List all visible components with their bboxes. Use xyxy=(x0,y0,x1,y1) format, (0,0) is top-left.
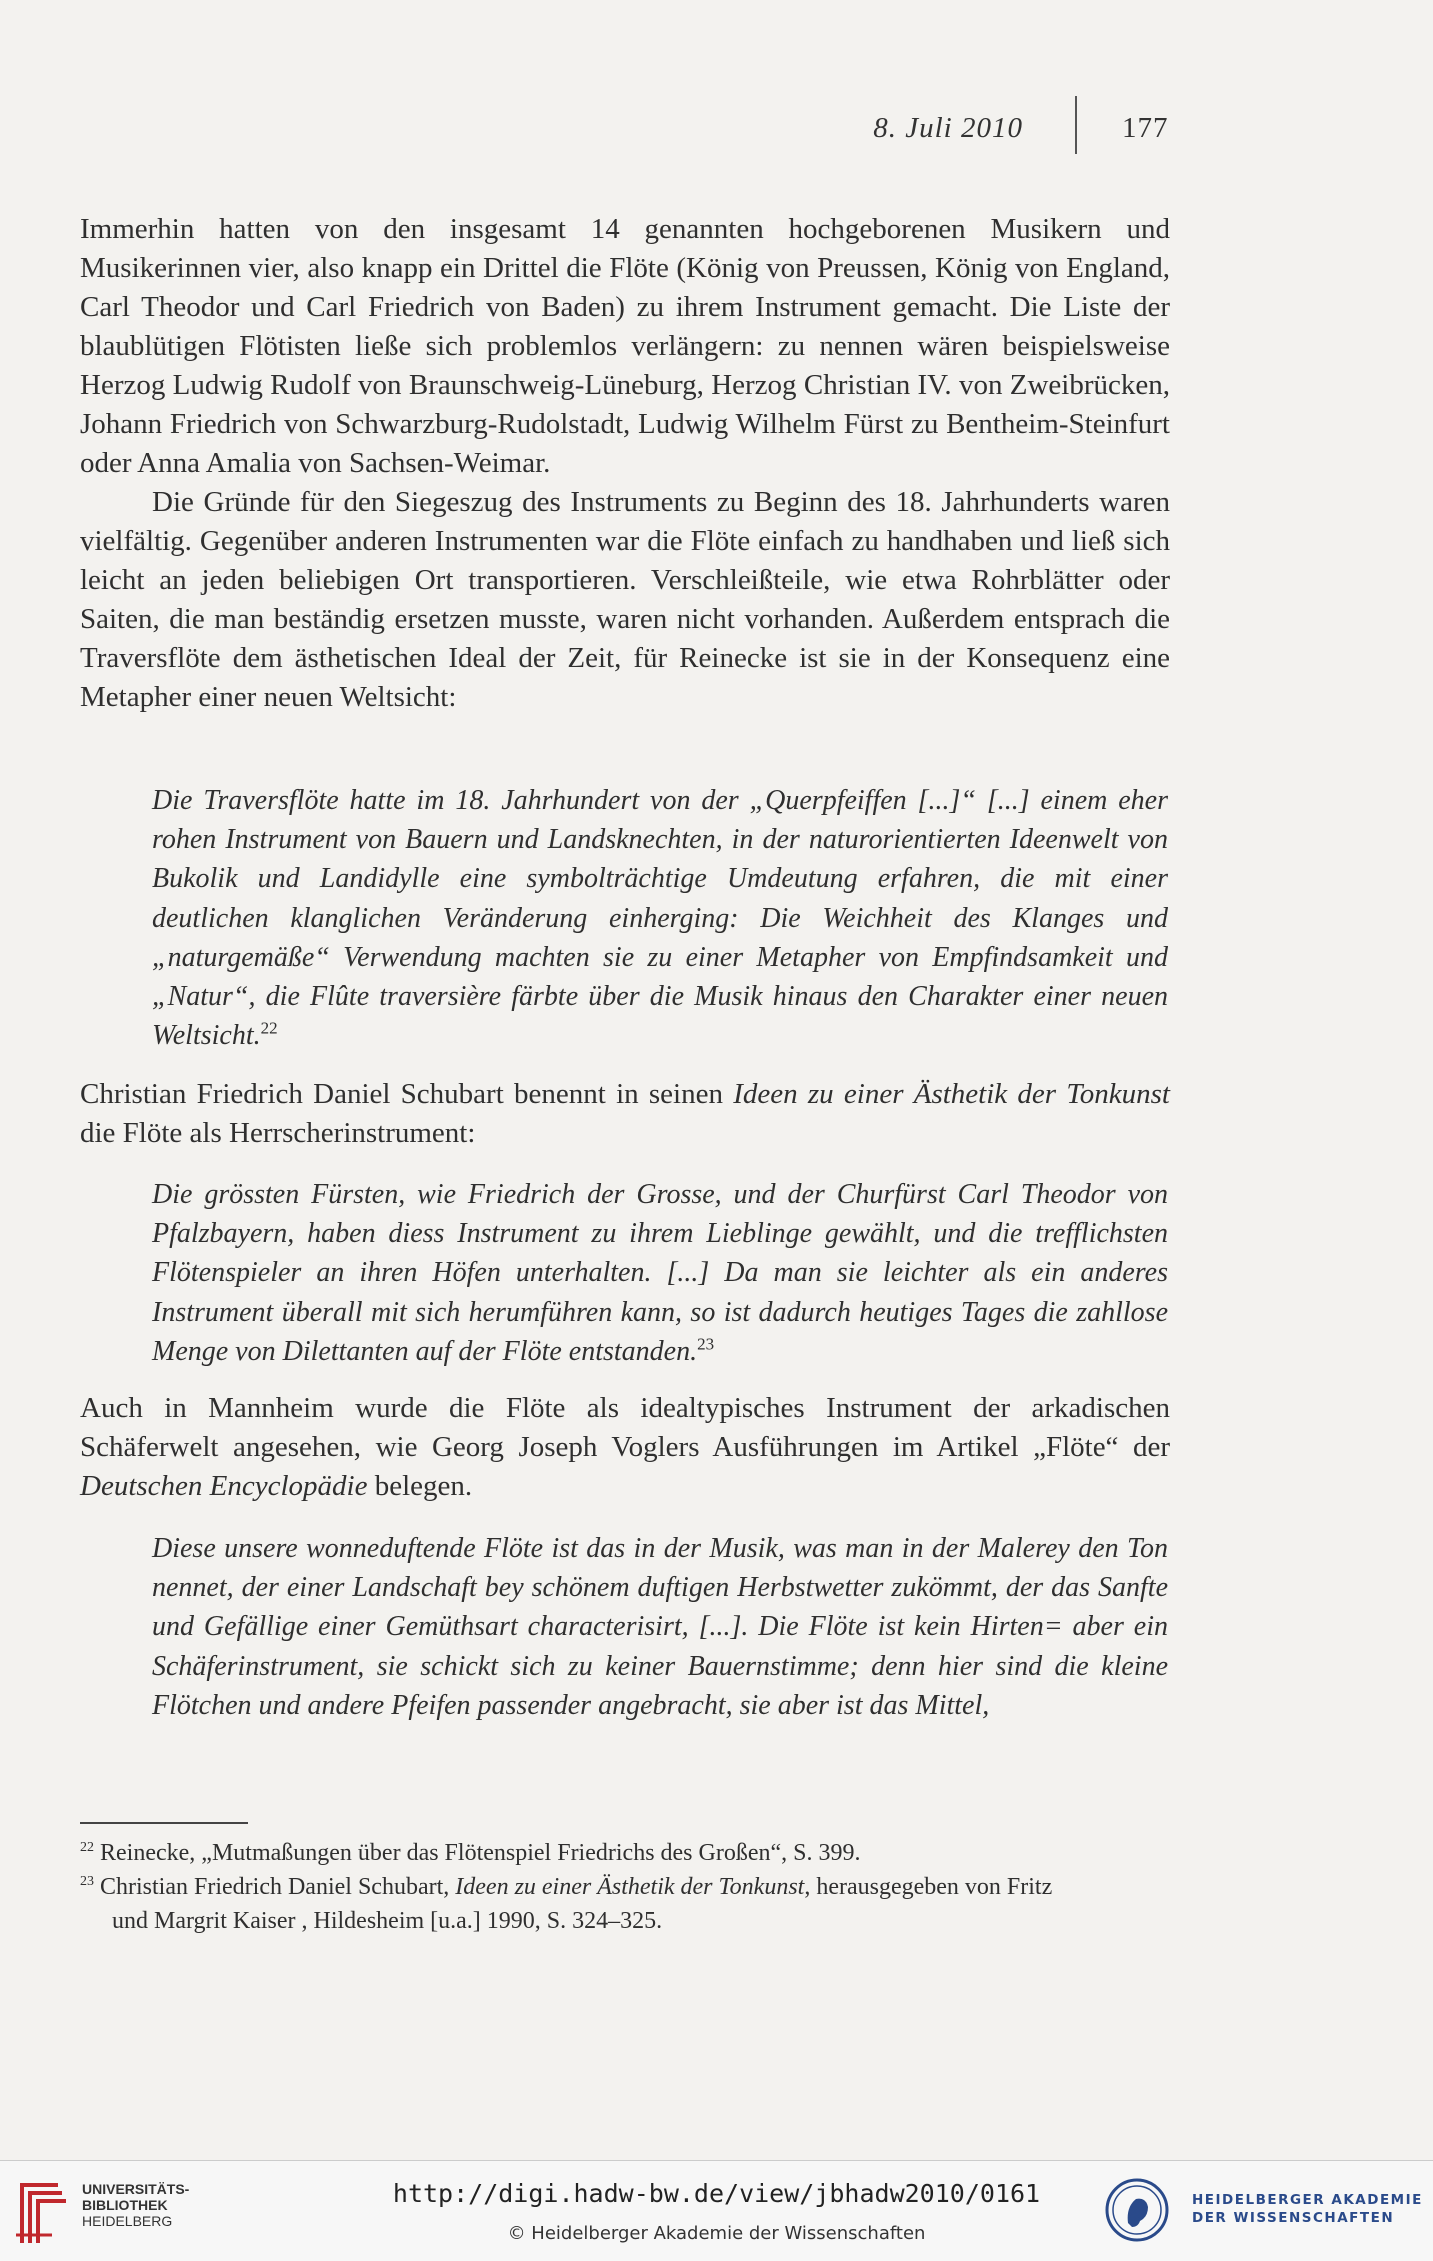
block-quote-1 xyxy=(152,781,1168,1055)
page-number: 177 xyxy=(1122,112,1169,144)
block-quote-3 xyxy=(152,1529,1168,1725)
copyright-notice: © Heidelberger Akademie der Wissenschaften xyxy=(507,2223,926,2244)
academy-name: HEIDELBERGER AKADEMIE DER WISSENSCHAFTEN xyxy=(1192,2192,1423,2226)
footnote-23: $^{23}$ Christian Friedrich Daniel Schubart, Ideen zu einer Ästhetik der Tonkunst, herausgegeben von Fritz xyxy=(80,1874,1053,1900)
paragraph-2: Die Gründe für den Siegeszug des Instruments zu Beginn des 18. Jahrhunderts waren vielfältig. Gegenüber anderen Instrumenten war die Flöte einfach zu handhaben und ließ sich leicht an jeden beliebigen Ort transportieren. Verschleißteile, wie etwa Rohrblätter oder Saiten, die man beständig ersetzen musste, waren nicht vorhanden. Außerdem entsprach die Traversflöte dem ästhetischen Ideal der Zeit, für Reinecke ist sie in der Konsequenz eine Metapher einer neuen Weltsicht: xyxy=(80,486,1170,713)
quote-3-text: Diese unsere wonneduftende Flöte ist das in der Musik, was man in der Malerey den Ton nennet, der einer Landschaft bey schönem duftigen Herbstwetter zukömmt, der das Sanfte und Gefällige einer Gemüthsart characterisirt, [...]. Die Flöte ist kein Hirten= aber ein Schäferinstrument, sie schickt sich zu keiner Bauernstimme; denn hier sind die kleine Flötchen und andere Pfeifen passender angebracht, sie aber ist das Mittel, xyxy=(152,1533,1168,1721)
quote-1-text: Die Traversflöte hatte im 18. Jahrhundert von der „Querpfeiffen [...]“ [...] einem eher rohen Instrument von Bauern und Landsknechten, in der naturorientierten Ideenwelt von Bukolik und Landidylle eine symbolträchtige Umdeutung erfahren, die mit einer deutlichen klanglichen Veränderung einherging: Die Weichheit des Klanges und „naturgemäße“ Verwendung machten sie zu einer Metapher von Empfindsamkeit und „Natur“, die Flûte traversière färbte über die Musik hinaus den Charakter einer neuen Weltsicht. xyxy=(152,785,1168,1052)
footnote-23-continuation: und Margrit Kaiser , Hildesheim [u.a.] 1990, S. 324–325. xyxy=(112,1908,663,1934)
footnote-divider xyxy=(80,1822,248,1824)
paragraph-4: Auch in Mannheim wurde die Flöte als idealtypisches Instrument der arkadischen Schäferwelt angesehen, wie Georg Joseph Voglers Ausführungen im Artikel „Flöte“ der Deutschen Encyclopädie belegen. xyxy=(80,1392,1170,1502)
work-title-ideen: Ideen zu einer Ästhetik der Tonkunst xyxy=(733,1078,1170,1110)
work-title-encyclopaedie: Deutschen Encyclopädie xyxy=(80,1470,368,1502)
footnote-ref-23[interactable]: 23 xyxy=(697,1334,715,1354)
source-url-link[interactable]: http://digi.hadw-bw.de/view/jbhadw2010/0161 xyxy=(392,2179,1041,2208)
block-quote-2 xyxy=(152,1175,1168,1371)
running-header xyxy=(0,108,1433,158)
footnote-ref-22[interactable]: 22 xyxy=(260,1018,278,1038)
digitization-footer xyxy=(0,2160,1433,2261)
footnote-22: $^{22}$ Reinecke, „Mutmaßungen über das Flötenspiel Friedrichs des Großen“, S. 399. xyxy=(80,1840,861,1866)
main-text-block-1 xyxy=(80,210,1170,717)
header-date: 8. Juli 2010 xyxy=(873,112,1023,144)
footnotes xyxy=(80,1836,1170,1938)
university-library-name: UNIVERSITÄTS- BIBLIOTHEK HEIDELBERG xyxy=(82,2181,190,2229)
academy-seal-icon xyxy=(1104,2177,1170,2243)
paragraph-1: Immerhin hatten von den insgesamt 14 genannten hochgeborenen Musikern und Musikerinnen vier, also knapp ein Drittel die Flöte (König von Preussen, König von England, Carl Theodor und Carl Friedrich von Baden) zu ihrem Instrument gemacht. Die Liste der blaublütigen Flötisten ließe sich problemlos verlängern: zu nennen wären beispielsweise Herzog Ludwig Rudolf von Braunschweig-Lüneburg, Herzog Christian IV. von Zweibrücken, Johann Friedrich von Schwarzburg-Rudolstadt, Ludwig Wilhelm Fürst zu Bentheim-Steinfurt oder Anna Amalia von Sachsen-Weimar. xyxy=(80,213,1170,479)
quote-2-text: Die grössten Fürsten, wie Friedrich der Grosse, und der Churfürst Carl Theodor von Pfalzbayern, haben diess Instrument zu ihrem Lieblinge gewählt, und die trefflichsten Flötenspieler an ihren Höfen unterhalten. [...] Da man sie leichter als ein anderes Instrument überall mit sich herumführen kann, so ist dadurch heutiges Tages die zahllose Menge von Dilettanten auf der Flöte entstanden. xyxy=(152,1179,1168,1367)
header-divider xyxy=(1075,96,1077,154)
paragraph-3: Christian Friedrich Daniel Schubart benennt in seinen Ideen zu einer Ästhetik der Tonkunst die Flöte als Herrscherinstrument: xyxy=(80,1078,1170,1149)
